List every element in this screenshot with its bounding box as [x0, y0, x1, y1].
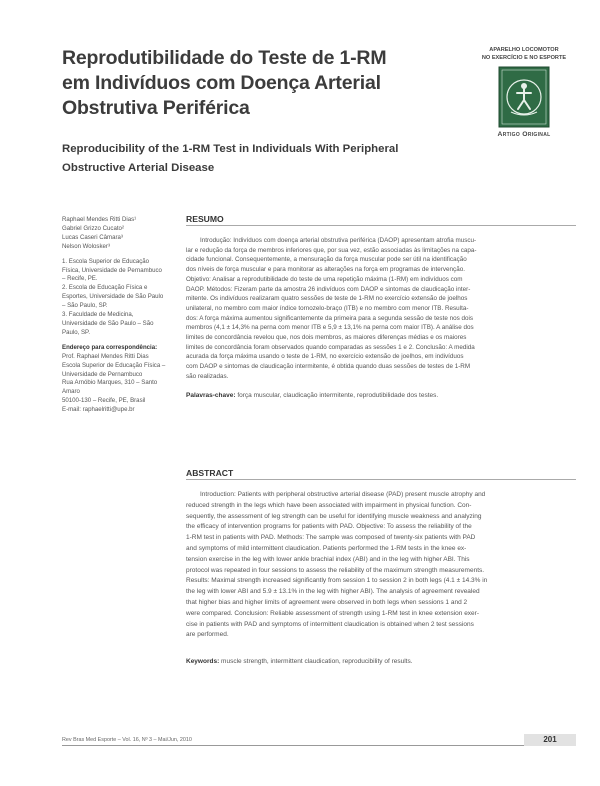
keywords-label-en: Keywords: [186, 658, 220, 665]
article-title-en [62, 140, 482, 178]
title-line: em Indivíduos com Doença Arterial [62, 72, 381, 94]
abstract-rule [186, 479, 576, 480]
title-line: Obstrutiva Periférica [62, 97, 250, 119]
affiliation-line: Esportes, Universidade de São Paulo [62, 293, 164, 301]
page-number: 201 [524, 734, 576, 746]
locomotor-emblem-icon [498, 66, 550, 128]
resumo-line: limites de concordância foram observados quando comparadas as sessões 1 e 2. Conclusão: A medida [186, 343, 475, 351]
affiliation-line: Física, Universidade de Pernambuco [62, 266, 162, 274]
badge-line-1: APARELHO LOCOMOTOR [489, 47, 559, 53]
abstract-line: cise in patients with PAD and symptoms of intermittent claudication is obtained when 2 test sessions [186, 620, 474, 628]
resumo-line: lar e redução da força de membros inferiores que, por sua vez, estão associadas às limitações na capa- [186, 246, 477, 254]
resumo-line: DAOP. Métodos: Fizeram parte da amostra 26 indivíduos com DAOP e sintomas de claudicação inter- [186, 285, 471, 293]
keywords-text-pt: força muscular, claudicação intermitente, reprodutibilidade dos testes. [235, 392, 439, 399]
resumo-line: com DAOP e sintomas de claudicação intermitente, é obtida quando duas sessões de testes de 1-RM [186, 363, 471, 371]
author-name: Gabriel Grizzo Cucato² [62, 224, 124, 232]
affiliation-line: 1. Escola Superior de Educação [62, 257, 150, 265]
affiliation-line: – Recife, PE. [62, 275, 98, 283]
subtitle-line: Obstructive Arterial Disease [62, 162, 215, 174]
abstract-line: were compared. Conclusion: Reliable assessment of strength using 1-RM test in knee extension exer- [186, 609, 480, 617]
journal-citation: Rev Bras Med Esporte – Vol. 16, Nº 3 – Mai/Jun, 2010 [62, 737, 192, 743]
abstract-line: Results: Maximal strength increased significantly from session 1 to session 2 in both legs (4.1 ± 14.3% in [186, 577, 488, 585]
keywords-label-pt: Palavras-chave: [186, 392, 236, 399]
abstract-line: reduced strength in the legs which have been associated with impairment in physical function. Con- [186, 501, 472, 509]
abstract-line: that higher bias and higher limits of agreement were observed in both legs when sessions 1 and 2 [186, 598, 468, 606]
resumo-line: acurada da força máxima usando o teste de 1-RM, no exercício extensão de joelhos, em indivíduos [186, 353, 464, 361]
resumo-line: Introdução: Indivíduos com doença arterial obstrutiva periférica (DAOP) apresentam atrofia muscu- [200, 237, 477, 244]
affiliation-line: Paulo, SP. [62, 328, 91, 336]
abstract-line: sequently, the assessment of leg strength can be useful for identifying muscle weakness and analyzing [186, 512, 482, 520]
resumo-line: dos: A força máxima aumentou significantemente da primeira para a segunda sessão de teste nos dois [186, 314, 474, 322]
resumo-line: limites de concordância revelou que, nos dois membros, as maiores diferenças médias e os maiores [186, 334, 467, 342]
subtitle-line: Reproducibility of the 1-RM Test in Individuals With Peripheral [62, 143, 399, 155]
abstract-line: Introduction: Patients with peripheral obstructive arterial disease (PAD) present muscle atrophy and [200, 491, 486, 498]
resumo-line: mitente. Os indivíduos realizaram quatro sessões de teste de 1-RM no exercício extensão de joelhos [186, 295, 468, 303]
correspondence-email: E-mail: raphaelritti@upe.br [62, 406, 135, 414]
title-line: Reprodutibilidade do Teste de 1-RM [62, 47, 387, 69]
author-sidebar [62, 216, 178, 415]
abstract-line: the leg with lower ABI and 5.9 ± 13.1% in the leg with higher ABI). The analysis of agreement revealed [186, 588, 480, 596]
journal-section-badge [474, 46, 574, 139]
affiliation-line: – São Paulo, SP. [62, 302, 108, 310]
badge-line-2: NO EXERCÍCIO E NO ESPORTE [481, 55, 567, 61]
affiliation-line: 2. Escola de Educação Física e [62, 284, 148, 292]
resumo-rule [186, 225, 576, 226]
abstract-line: are performed. [186, 631, 229, 639]
resumo-line: dos níveis de força muscular e para monitorar as alterações na força em programas de intervenção. [186, 266, 465, 274]
resumo-line: cidade funcional. Consequentemente, a mensuração da força muscular pode ser útil na identificação [186, 256, 467, 264]
resumo-heading: RESUMO [186, 214, 224, 224]
article-type-label: Artigo Original [497, 131, 551, 138]
author-name: Nelson Wolosker³ [62, 242, 110, 250]
affiliation-line: Universidade de São Paulo – São [62, 319, 154, 327]
correspondence-line: 50100-130 – Recife, PE, Brasil [62, 397, 146, 405]
abstract-line: and symptoms of mild intermittent claudication. Patients performed the 1-RM tests in the knee ex- [186, 544, 467, 552]
abstract-line: protocol was repeated in four sessions to assess the reliability of the maximum strength measurements. [186, 566, 485, 574]
correspondence-line: Rua Arnóbio Marques, 310 – Santo [62, 379, 158, 387]
footer-rule [62, 745, 576, 746]
author-name: Raphael Mendes Ritti Dias¹ [62, 216, 137, 223]
resumo-body [186, 236, 578, 382]
abstract-line: tension exercise in the leg with lower ankle brachial index (ABI) and in the leg with higher ABI. This [186, 555, 470, 563]
correspondence-line: Prof. Raphael Mendes Ritti Dias [62, 352, 149, 360]
abstract-body [186, 490, 578, 641]
correspondence-heading: Endereço para correspondência: [62, 343, 158, 351]
correspondence-line: Universidade de Pernambuco [62, 370, 143, 378]
abstract-line: 1-RM test in patients with PAD. Methods: The sample was composed of twenty-six patients with PAD [186, 534, 476, 542]
resumo-line: membros (4,1 ± 14,3% na perna com menor ITB e 5,9 ± 13,1% na perna com maior ITB). A análise dos [186, 324, 474, 332]
author-name: Lucas Caseri Câmara³ [62, 233, 123, 241]
resumo-keywords [186, 392, 438, 399]
correspondence-line: Amaro [62, 388, 80, 396]
resumo-line: Objetivo: Analisar a reprodutibilidade do teste de uma repetição máxima (1-RM) em indivíduos com [186, 275, 463, 283]
abstract-keywords [186, 658, 413, 665]
keywords-text-en: muscle strength, intermittent claudication, reproducibility of results. [219, 658, 413, 665]
abstract-heading: ABSTRACT [186, 468, 234, 478]
affiliation-line: 3. Faculdade de Medicina, [62, 311, 134, 319]
article-title-pt [62, 46, 462, 121]
resumo-line: unilateral, no membro com maior índice tornozelo-braço (ITB) e no membro com menor ITB. Resulta- [186, 304, 469, 312]
abstract-line: the efficacy of intervention programs for patients with PAD. Objective: To assess the reliability of the [186, 523, 472, 531]
correspondence-line: Escola Superior de Educação Física – [62, 361, 166, 369]
resumo-line: são realizadas. [186, 372, 229, 380]
